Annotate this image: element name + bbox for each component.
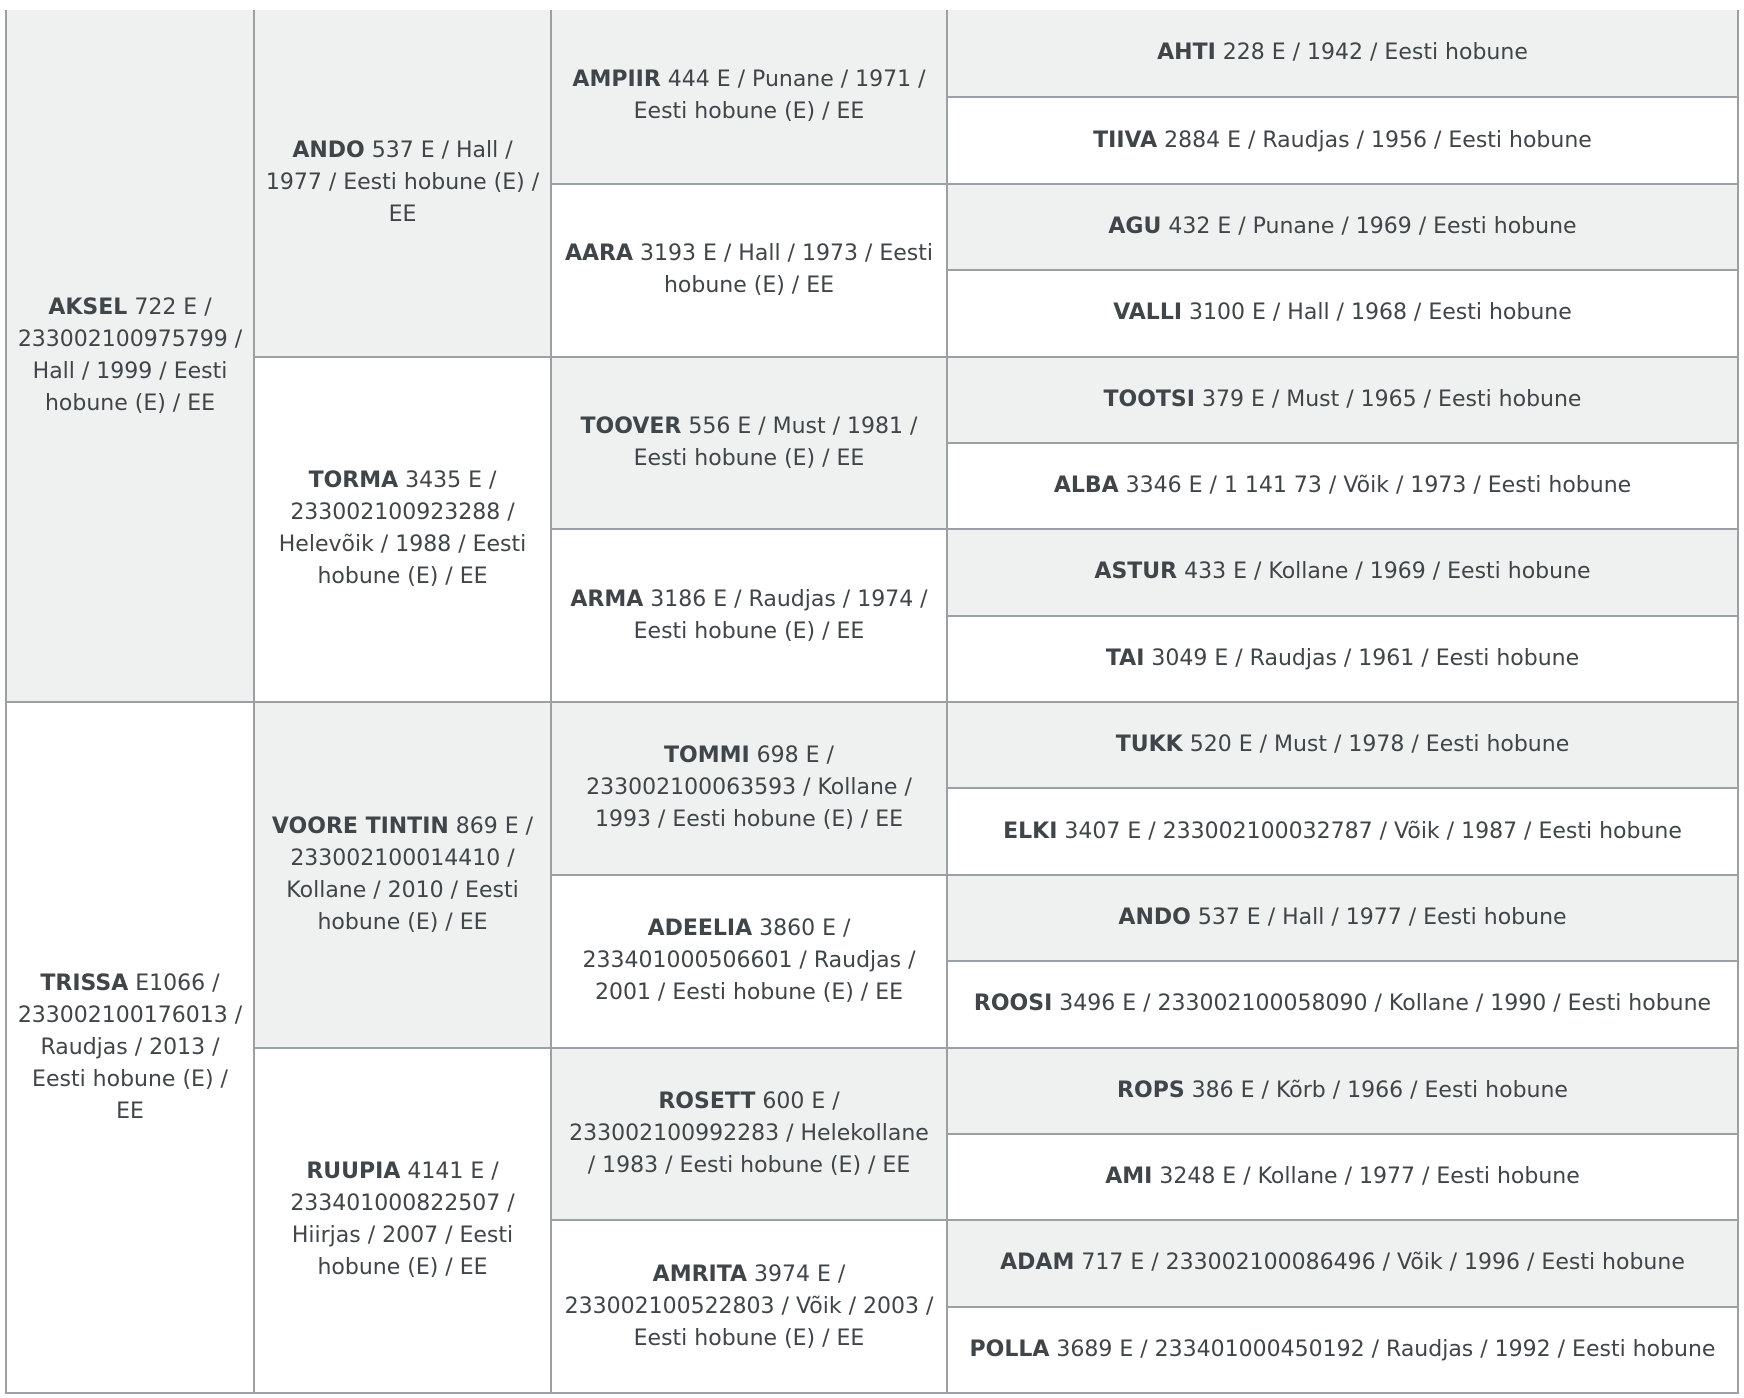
- horse-name: POLLA: [969, 1336, 1050, 1362]
- pedigree-sire: [7, 10, 255, 701]
- horse-details: 3248 E / Kollane / 1977 / Eesti hobune: [1152, 1164, 1580, 1190]
- pedigree-g4-cell: [948, 96, 1739, 182]
- pedigree-g3-cell: [552, 1219, 948, 1392]
- pedigree-g4-cell: [948, 356, 1739, 442]
- pedigree-g3-cell: [552, 10, 948, 183]
- horse-name: ROSETT: [658, 1088, 756, 1114]
- horse-details: 717 E / 233002100086496 / Võik / 1996 / Eesti hobune: [1074, 1250, 1685, 1276]
- pedigree-table: [5, 10, 1739, 1394]
- pedigree-g4-cell: [948, 615, 1739, 701]
- horse-name: TIIVA: [1093, 127, 1158, 153]
- pedigree-dam: [7, 701, 255, 1392]
- horse-name: TOOVER: [580, 413, 682, 439]
- horse-details: 4141 E / 233401000822507 / Hiirjas / 2007 / Eesti hobune (E) / EE: [290, 1159, 515, 1281]
- pedigree-g2-cell: [255, 701, 552, 1047]
- horse-name: ARMA: [570, 586, 644, 612]
- pedigree-g3-cell: [552, 701, 948, 874]
- horse-details: 3689 E / 233401000450192 / Raudjas / 1992 / Eesti hobune: [1049, 1336, 1716, 1362]
- pedigree-g4-cell: [948, 442, 1739, 528]
- pedigree-g2-cell: [255, 10, 552, 356]
- horse-name: ASTUR: [1094, 559, 1178, 585]
- pedigree-g2-cell: [255, 1047, 552, 1393]
- horse-details: 432 E / Punane / 1969 / Eesti hobune: [1161, 213, 1577, 239]
- horse-details: 444 E / Punane / 1971 / Eesti hobune (E) / EE: [633, 67, 926, 125]
- pedigree-g4-cell: [948, 528, 1739, 614]
- horse-details: 3186 E / Raudjas / 1974 / Eesti hobune (E) / EE: [633, 586, 928, 644]
- horse-name: AARA: [565, 241, 634, 267]
- horse-details: E1066 / 233002100176013 / Raudjas / 2013 / Eesti hobune (E) / EE: [17, 970, 243, 1124]
- horse-details: 537 E / Hall / 1977 / Eesti hobune (E) / EE: [265, 137, 540, 227]
- horse-name: ROPS: [1117, 1077, 1185, 1103]
- pedigree-g4-cell: [948, 874, 1739, 960]
- horse-details: 537 E / Hall / 1977 / Eesti hobune: [1190, 904, 1567, 930]
- horse-details: 869 E / 233002100014410 / Kollane / 2010 / Eesti hobune (E) / EE: [286, 813, 534, 935]
- pedigree-g3-cell: [552, 183, 948, 356]
- horse-name: TUKK: [1115, 732, 1183, 758]
- horse-name: ROOSI: [973, 991, 1053, 1017]
- horse-name: ELKI: [1003, 818, 1058, 844]
- horse-details: 698 E / 233002100063593 / Kollane / 1993 / Eesti hobune (E) / EE: [586, 743, 912, 833]
- horse-name: TOMMI: [664, 743, 750, 769]
- horse-name: AKSEL: [48, 294, 128, 320]
- pedigree-g4-cell: [948, 1047, 1739, 1133]
- horse-name: AMRITA: [652, 1261, 748, 1287]
- horse-details: 556 E / Must / 1981 / Eesti hobune (E) / EE: [633, 413, 918, 471]
- horse-details: 379 E / Must / 1965 / Eesti hobune: [1194, 386, 1582, 412]
- horse-name: AMPIIR: [572, 67, 661, 93]
- pedigree-g4-cell: [948, 183, 1739, 269]
- horse-details: 3407 E / 233002100032787 / Võik / 1987 / Eesti hobune: [1057, 818, 1682, 844]
- horse-name: TAI: [1105, 645, 1145, 671]
- horse-details: 722 E / 233002100975799 / Hall / 1999 / Eesti hobune (E) / EE: [17, 294, 243, 416]
- pedigree-g2-cell: [255, 356, 552, 702]
- pedigree-g3-cell: [552, 1047, 948, 1220]
- horse-details: 3100 E / Hall / 1968 / Eesti hobune: [1182, 300, 1572, 326]
- horse-name: AGU: [1108, 213, 1162, 239]
- horse-details: 3496 E / 233002100058090 / Kollane / 1990 / Eesti hobune: [1052, 991, 1712, 1017]
- horse-details: 433 E / Kollane / 1969 / Eesti hobune: [1177, 559, 1591, 585]
- horse-details: 228 E / 1942 / Eesti hobune: [1215, 40, 1528, 66]
- horse-name: VOORE TINTIN: [271, 813, 449, 839]
- pedigree-g4-cell: [948, 10, 1739, 96]
- horse-details: 2884 E / Raudjas / 1956 / Eesti hobune: [1157, 127, 1592, 153]
- pedigree-g4-cell: [948, 960, 1739, 1046]
- horse-name: VALLI: [1113, 300, 1183, 326]
- horse-details: 3974 E / 233002100522803 / Võik / 2003 / Eesti hobune (E) / EE: [564, 1261, 934, 1351]
- pedigree-g3-cell: [552, 874, 948, 1047]
- horse-details: 3346 E / 1 141 73 / Võik / 1973 / Eesti hobune: [1118, 473, 1632, 499]
- pedigree-g4-cell: [948, 701, 1739, 787]
- horse-name: TRISSA: [40, 970, 129, 996]
- pedigree-g4-cell: [948, 1133, 1739, 1219]
- pedigree-g4-cell: [948, 269, 1739, 355]
- horse-name: ADEELIA: [647, 916, 753, 942]
- horse-details: 600 E / 233002100992283 / Helekollane / 1983 / Eesti hobune (E) / EE: [569, 1088, 929, 1178]
- horse-details: 3860 E / 233401000506601 / Raudjas / 2001 / Eesti hobune (E) / EE: [582, 916, 916, 1006]
- horse-name: ALBA: [1053, 473, 1119, 499]
- horse-name: TOOTSI: [1103, 386, 1195, 412]
- pedigree-g3-cell: [552, 356, 948, 529]
- pedigree-g4-cell: [948, 787, 1739, 873]
- horse-details: 3435 E / 233002100923288 / Helevõik / 1988 / Eesti hobune (E) / EE: [278, 468, 527, 590]
- horse-details: 3049 E / Raudjas / 1961 / Eesti hobune: [1144, 645, 1580, 671]
- horse-name: ADAM: [1000, 1250, 1075, 1276]
- horse-name: AHTI: [1157, 40, 1216, 66]
- horse-details: 520 E / Must / 1978 / Eesti hobune: [1182, 732, 1570, 758]
- horse-name: AMI: [1105, 1164, 1153, 1190]
- horse-name: ANDO: [292, 137, 365, 163]
- horse-name: RUUPIA: [306, 1159, 401, 1185]
- pedigree-g4-cell: [948, 1219, 1739, 1305]
- horse-details: 3193 E / Hall / 1973 / Eesti hobune (E) / EE: [633, 241, 933, 299]
- pedigree-g4-cell: [948, 1306, 1739, 1392]
- pedigree-g3-cell: [552, 528, 948, 701]
- horse-name: ANDO: [1118, 904, 1191, 930]
- horse-name: TORMA: [308, 468, 399, 494]
- horse-details: 386 E / Kõrb / 1966 / Eesti hobune: [1184, 1077, 1568, 1103]
